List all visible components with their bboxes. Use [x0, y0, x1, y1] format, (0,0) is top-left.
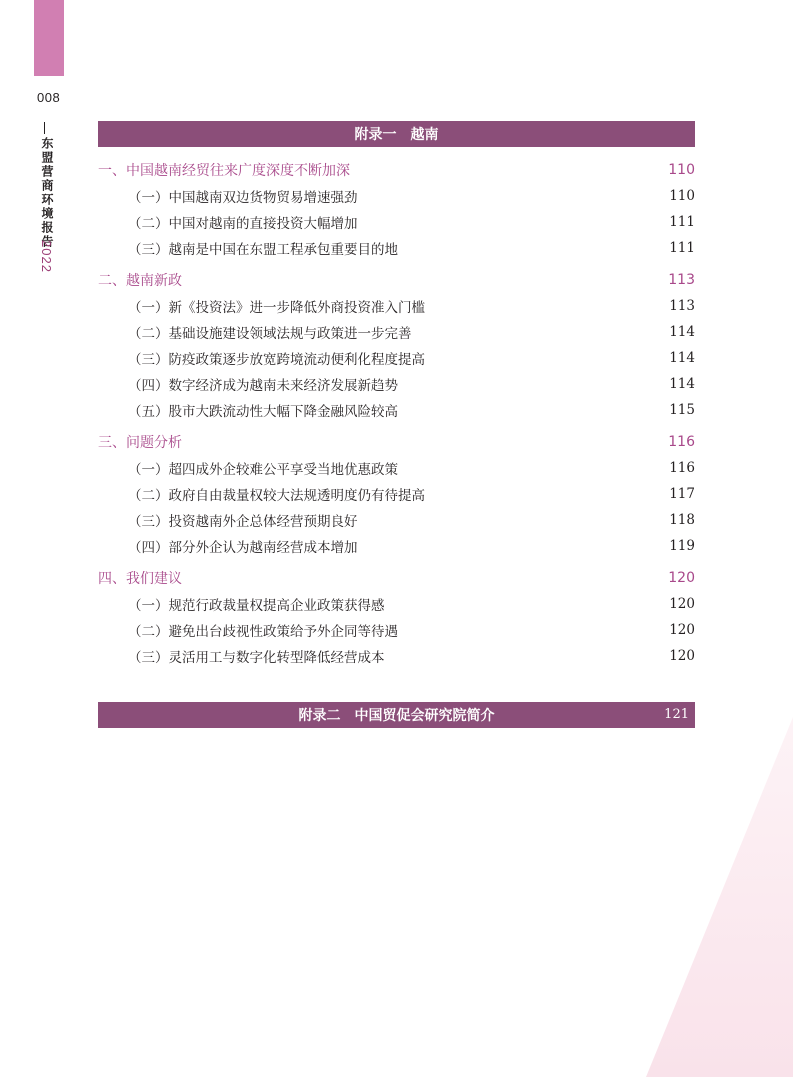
- toc-section-title: 一、中国越南经贸往来广度深度不断加深: [98, 163, 350, 179]
- corner-tab-decoration: [34, 0, 64, 76]
- toc-section: [98, 429, 695, 559]
- toc-entry[interactable]: [98, 371, 695, 397]
- toc-entry[interactable]: [98, 319, 695, 345]
- toc-entry[interactable]: [98, 507, 695, 533]
- toc-entry-title: （三）投资越南外企总体经营预期良好: [128, 514, 358, 530]
- toc-entry[interactable]: [98, 345, 695, 371]
- toc-section: [98, 565, 695, 669]
- toc-section-page: 116: [668, 434, 695, 450]
- toc-entry-title: （四）部分外企认为越南经营成本增加: [128, 540, 358, 556]
- appendix-2-page: 121: [664, 707, 689, 722]
- toc-entry-page: 119: [669, 538, 695, 554]
- toc-section-heading[interactable]: [98, 565, 695, 591]
- toc-section-title: 三、问题分析: [98, 435, 182, 451]
- toc-entry-page: 113: [669, 298, 695, 314]
- toc-entry-page: 116: [669, 460, 695, 476]
- toc-entry-page: 120: [669, 648, 695, 664]
- toc-entry-title: （五）股市大跌流动性大幅下降金融风险较高: [128, 404, 398, 420]
- side-year: 2022: [39, 240, 54, 273]
- toc-section-heading[interactable]: [98, 429, 695, 455]
- toc-entry[interactable]: [98, 397, 695, 423]
- toc-section-title: 二、越南新政: [98, 273, 182, 289]
- toc-entry-title: （三）防疫政策逐步放宽跨境流动便利化程度提高: [128, 352, 425, 368]
- toc-entry[interactable]: [98, 293, 695, 319]
- corner-gradient-decoration: [643, 717, 793, 1077]
- toc-entry-page: 111: [669, 240, 695, 256]
- toc-entry-page: 114: [669, 350, 695, 366]
- toc-entry-page: 114: [669, 376, 695, 392]
- toc-entry[interactable]: [98, 235, 695, 261]
- toc-entry-page: 111: [669, 214, 695, 230]
- toc-entry-title: （二）基础设施建设领域法规与政策进一步完善: [128, 326, 412, 342]
- toc-entry-page: 120: [669, 596, 695, 612]
- toc-section: [98, 157, 695, 261]
- toc-section-heading[interactable]: [98, 157, 695, 183]
- toc-entry-page: 110: [669, 188, 695, 204]
- appendix-1-header[interactable]: [98, 121, 695, 147]
- toc-section-page: 120: [668, 570, 695, 586]
- toc-entry-page: 120: [669, 622, 695, 638]
- toc-entry[interactable]: [98, 183, 695, 209]
- toc-entry-title: （一）超四成外企较难公平享受当地优惠政策: [128, 462, 398, 478]
- toc-entry[interactable]: [98, 209, 695, 235]
- page-number: 008: [37, 90, 61, 105]
- toc-entry[interactable]: [98, 533, 695, 559]
- appendix-2-header[interactable]: [98, 702, 695, 728]
- toc-entry-title: （二）政府自由裁量权较大法规透明度仍有待提高: [128, 488, 425, 504]
- toc-entry-title: （三）越南是中国在东盟工程承包重要目的地: [128, 242, 398, 258]
- toc-entry-page: 118: [669, 512, 695, 528]
- toc-entry-page: 115: [669, 402, 695, 418]
- side-title: 东盟营商环境报告: [40, 137, 54, 249]
- toc-entry[interactable]: [98, 481, 695, 507]
- side-rule: [44, 122, 45, 134]
- toc-entry-title: （二）中国对越南的直接投资大幅增加: [128, 216, 358, 232]
- toc-entry[interactable]: [98, 643, 695, 669]
- toc-entry-title: （一）新《投资法》进一步降低外商投资准入门槛: [128, 300, 425, 316]
- toc-entry-page: 117: [669, 486, 695, 502]
- toc-section-heading[interactable]: [98, 267, 695, 293]
- toc-entry[interactable]: [98, 617, 695, 643]
- toc-section: [98, 267, 695, 423]
- toc-entry-title: （一）中国越南双边货物贸易增速强劲: [128, 190, 358, 206]
- toc-entry-page: 114: [669, 324, 695, 340]
- toc-section-page: 110: [668, 162, 695, 178]
- appendix-1-title: 附录一 越南: [354, 127, 439, 143]
- toc-entry[interactable]: [98, 455, 695, 481]
- table-of-contents: [98, 157, 695, 669]
- toc-entry-title: （四）数字经济成为越南未来经济发展新趋势: [128, 378, 398, 394]
- toc-section-title: 四、我们建议: [98, 571, 182, 587]
- toc-entry[interactable]: [98, 591, 695, 617]
- appendix-2-title: 附录二 中国贸促会研究院简介: [298, 708, 495, 724]
- toc-entry-title: （二）避免出台歧视性政策给予外企同等待遇: [128, 624, 398, 640]
- toc-entry-title: （一）规范行政裁量权提高企业政策获得感: [128, 598, 385, 614]
- toc-section-page: 113: [668, 272, 695, 288]
- toc-entry-title: （三）灵活用工与数字化转型降低经营成本: [128, 650, 385, 666]
